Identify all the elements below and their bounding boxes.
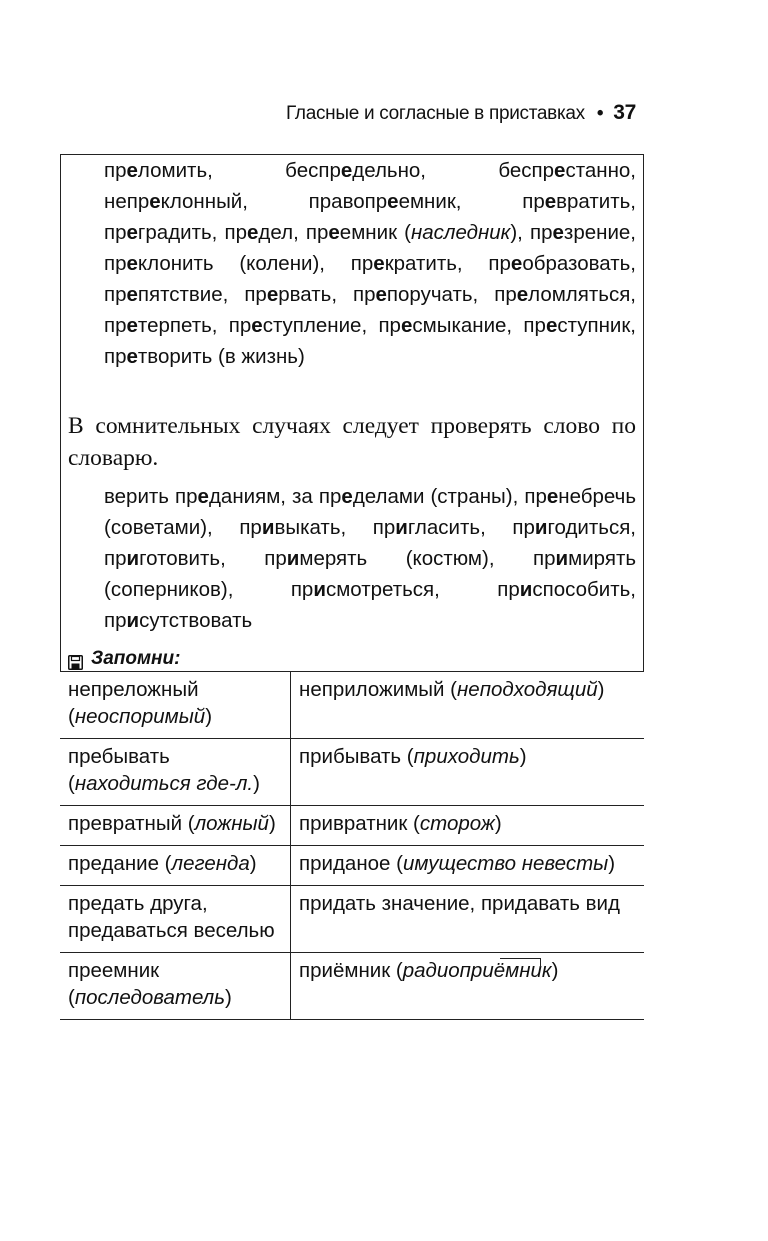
italic-gloss: ложный: [194, 812, 269, 835]
italic-gloss: сторож: [419, 812, 495, 835]
text-run: дельно, беспр: [352, 159, 555, 182]
italic-gloss: неподходящий: [457, 678, 598, 701]
table-row: [60, 806, 644, 846]
text-run: небречь (советами), пр: [104, 485, 636, 539]
header-separator: •: [596, 103, 604, 124]
remember-label: Запомни:: [91, 648, 181, 669]
note-paragraph: В сомнительных случаях следует проверять слово по словарю.: [68, 413, 636, 471]
highlighted-vowel: и: [555, 547, 569, 570]
text-run: ): [608, 852, 616, 875]
pair-right-cell: [291, 953, 645, 1020]
highlighted-vowel: е: [126, 252, 138, 275]
highlighted-vowel: е: [510, 252, 523, 275]
highlighted-vowel: е: [373, 252, 385, 275]
pair-left-cell: [60, 886, 291, 953]
pair-right-cell: [291, 846, 645, 886]
text-run: ступление, пр: [262, 314, 401, 337]
highlighted-vowel: и: [519, 578, 533, 601]
italic-gloss: наследник: [411, 221, 511, 244]
text-run: ): [225, 986, 232, 1009]
text-run: предание (: [68, 852, 172, 875]
highlighted-vowel: е: [126, 314, 138, 337]
pair-left-cell: [60, 846, 291, 886]
text-run: приданое (: [299, 852, 403, 875]
highlighted-vowel: е: [516, 283, 529, 306]
examples-block-2: [104, 481, 636, 636]
highlighted-vowel: е: [266, 283, 279, 306]
text-run: предать друга, предаваться веселью: [68, 892, 275, 942]
text-run: рвать, пр: [278, 283, 376, 306]
text-run: зрение, пр: [104, 221, 636, 275]
text-run: ): [597, 678, 605, 701]
highlighted-vowel: е: [328, 221, 340, 244]
highlighted-vowel: е: [149, 190, 161, 213]
italic-gloss: последователь: [74, 986, 226, 1009]
highlighted-vowel: е: [126, 221, 138, 244]
highlighted-vowel: е: [400, 314, 413, 337]
text-run: верить пр: [104, 485, 198, 508]
text-run: дел, пр: [258, 221, 329, 244]
table-row: [60, 672, 644, 739]
text-run: гласить, пр: [407, 516, 535, 539]
highlighted-vowel: е: [544, 190, 557, 213]
table-row: [60, 953, 644, 1020]
text-run: клонный, правопр: [160, 190, 388, 213]
text-run: ): [519, 745, 527, 768]
text-run: превратный (: [68, 812, 195, 835]
pair-right-cell: [291, 806, 645, 846]
pair-left-cell: [60, 806, 291, 846]
text-run: даниям, за пр: [208, 485, 342, 508]
highlighted-vowel: е: [387, 190, 399, 213]
text-run: выкать, пр: [274, 516, 396, 539]
text-run: ): [253, 772, 260, 795]
text-run: пятствие, пр: [137, 283, 267, 306]
highlighted-vowel: е: [126, 283, 138, 306]
table-row: [60, 846, 644, 886]
text-run: непреложный (: [68, 678, 199, 728]
text-run: годиться, пр: [104, 516, 636, 570]
page-number: 37: [613, 101, 636, 124]
examples-block-1: [104, 155, 636, 372]
table-row: [60, 739, 644, 806]
text-run: ): [249, 852, 257, 875]
pair-right-cell: [291, 672, 645, 739]
italic-gloss: находиться где-л.: [74, 772, 254, 795]
pair-right-cell: [291, 886, 645, 953]
text-run: ): [494, 812, 502, 835]
highlighted-vowel: е: [545, 314, 558, 337]
text-run: емник (: [339, 221, 411, 244]
floppy-disk-icon: [68, 652, 83, 667]
text-run: ступник, пр: [104, 314, 637, 368]
text-run: смыкание, пр: [412, 314, 546, 337]
pair-left-cell: [60, 953, 291, 1020]
pair-left-cell: [60, 672, 291, 739]
highlighted-vowel: е: [546, 485, 559, 508]
text-run: приёмник (: [299, 959, 403, 982]
text-run: ), пр: [510, 221, 553, 244]
text-run: ): [551, 959, 559, 982]
highlighted-vowel: и: [313, 578, 326, 601]
italic-gloss: имущество невесты: [402, 852, 609, 875]
text-run: сутствовать: [139, 609, 253, 632]
highlighted-vowel: е: [126, 159, 138, 182]
highlighted-vowel: и: [286, 547, 300, 570]
text-run: готовить, пр: [139, 547, 287, 570]
text-run: емник, пр: [398, 190, 545, 213]
running-title: Гласные и согласные в приставках: [285, 103, 585, 124]
text-run: ломить, беспр: [137, 159, 341, 182]
text-run: образовать, пр: [104, 252, 636, 306]
highlighted-vowel: е: [126, 345, 138, 368]
text-run: прибывать (: [299, 745, 414, 768]
text-run: клонить (колени), пр: [137, 252, 374, 275]
italic-gloss: приходить: [413, 745, 520, 768]
text-run: творить (в жизнь): [137, 345, 305, 368]
highlighted-vowel: и: [534, 516, 548, 539]
pair-left-cell: [60, 739, 291, 806]
morpheme-bracket: [500, 958, 541, 967]
text-run: преемник (: [68, 959, 160, 1009]
text-run: терпеть, пр: [137, 314, 252, 337]
highlighted-vowel: и: [261, 516, 275, 539]
highlighted-vowel: е: [554, 159, 566, 182]
text-run: станно, непр: [104, 159, 637, 213]
text-run: ломляться, пр: [104, 283, 636, 337]
highlighted-vowel: и: [126, 547, 140, 570]
italic-gloss: неоспоримый: [74, 705, 206, 728]
highlighted-vowel: е: [197, 485, 209, 508]
text-run: мирять (соперников), пр: [104, 547, 637, 601]
text-run: делами (страны), пр: [352, 485, 547, 508]
italic-gloss: радиоприёмник: [402, 959, 552, 982]
word-pairs-table: [60, 672, 644, 1020]
text-run: ): [205, 705, 213, 728]
text-run: кратить, пр: [384, 252, 511, 275]
text-run: поручать, пр: [386, 283, 517, 306]
text-run: ): [268, 812, 276, 835]
text-run: градить, пр: [137, 221, 248, 244]
text-run: способить, пр: [104, 578, 636, 632]
highlighted-vowel: и: [395, 516, 408, 539]
highlighted-vowel: е: [375, 283, 387, 306]
highlighted-vowel: е: [247, 221, 259, 244]
pair-right-cell: [291, 739, 645, 806]
text-run: пр: [104, 159, 127, 182]
remember-heading: [68, 646, 180, 672]
highlighted-vowel: е: [340, 159, 353, 182]
text-run: смотреться, пр: [325, 578, 520, 601]
text-run: придать значение, придавать вид: [299, 892, 620, 915]
text-run: неприложимый (: [299, 678, 458, 701]
highlighted-vowel: е: [341, 485, 353, 508]
text-run: привратник (: [299, 812, 420, 835]
highlighted-vowel: е: [552, 221, 564, 244]
text-run: пребывать (: [68, 745, 170, 795]
text-run: вратить, пр: [104, 190, 636, 244]
highlighted-vowel: и: [126, 609, 140, 632]
running-head: [60, 100, 636, 127]
table-row: [60, 886, 644, 953]
text-run: мерять (костюм), пр: [299, 547, 556, 570]
highlighted-vowel: е: [251, 314, 263, 337]
italic-gloss: легенда: [171, 852, 250, 875]
